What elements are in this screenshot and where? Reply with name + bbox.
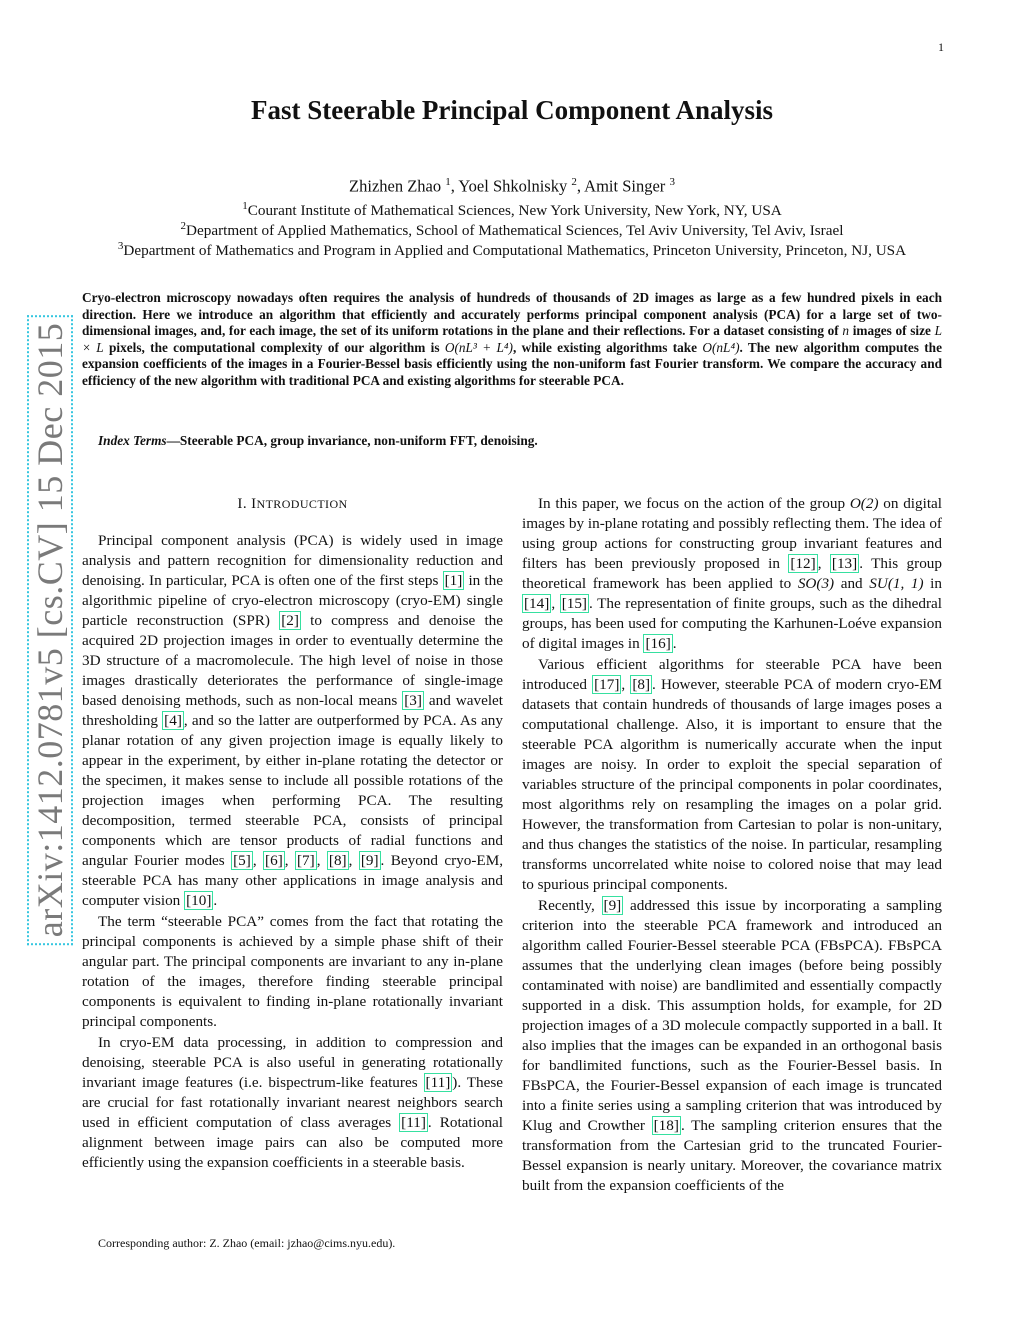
paper-title: Fast Steerable Principal Component Analysis xyxy=(250,95,773,125)
affiliation-line xyxy=(0,220,1024,240)
abstract-text: Cryo-electron microscopy nowadays often requires the analysis of hundreds of thousands of 2D images as large as a few hundred pixels in each direction. Here we introduce an algorithm that efficiently and accurately performs principal component analysis (PCA) for a large set of two-dimensional images, and, for each image, the set of its uniform rotations in the plane and their reflections. For a dataset consisting of xyxy=(82,290,942,339)
paragraph-text: . Rotational alignment between image pairs can also be computed more efficiently using the expansion coefficients in a steerable basis. xyxy=(82,1114,503,1171)
paragraph: The term “steerable PCA” comes from the fact that rotating the principal components is achieved by a simple phase shift of their angular part. The principal components are invariant to any in-plane rotation of the images, therefore finding steerable principal components is equivalent to finding in-plane rotationally invariant principal components. xyxy=(82,913,503,1030)
author-name: , Amit Singer xyxy=(576,176,670,196)
math-inline: O(nL³ + L⁴) xyxy=(444,339,513,355)
citation-link[interactable]: [8] xyxy=(328,852,347,869)
section-numeral: I. I xyxy=(237,496,257,512)
separator: , xyxy=(316,852,327,869)
paragraph-text: on digital images by in-plane rotating and possibly reflecting them. The idea of using group actions for constructing group invariant features and filters has been previously proposed in xyxy=(522,495,943,572)
author-name: , Yoel Shkolnisky xyxy=(450,176,572,196)
affiliation-number: 1 xyxy=(242,200,248,212)
paragraph-text: In cryo-EM data processing, in addition to compression and denoising, steerable PCA is also useful in generating rotationally invariant image features (i.e. bispectrum-like features xyxy=(82,1034,503,1091)
citation-link[interactable]: [4] xyxy=(164,712,182,729)
separator: , xyxy=(284,852,295,869)
index-terms-label: Index Terms xyxy=(98,433,167,448)
citation-link[interactable]: [8] xyxy=(632,676,651,693)
separator: , xyxy=(348,852,359,869)
paragraph-text: . xyxy=(672,635,677,652)
citation-link[interactable]: [11] xyxy=(425,1074,451,1091)
paragraph-text: , and so the latter are outperformed by PCA. As any planar rotation of any given projection image is equally likely to appear in the experiment, by either in-plane rotating the detector or the specimen, it makes sense to include all possible rotations of the projection images when performing PCA. The resulting decomposition, termed steerable PCA, consists of principal components which are tensor products of radial functions and angular Fourier modes xyxy=(82,712,503,869)
math-inline: SU(1, 1) xyxy=(869,575,924,592)
abstract-text: pixels, the computational complexity of our algorithm is xyxy=(103,339,445,355)
paragraph-text: . This group theoretical framework has been applied to xyxy=(522,555,942,592)
affiliation-number: 2 xyxy=(180,220,187,232)
paragraph-text: . Beyond cryo-EM, steerable PCA has many other applications in image analysis and computer vision xyxy=(82,852,504,909)
section-heading-introduction xyxy=(82,494,503,514)
abstract-text: , while existing algorithms take xyxy=(512,339,703,355)
paragraph-text: Various efficient algorithms for steerable PCA have been introduced xyxy=(522,656,942,693)
affiliation-text: Department of Mathematics and Program in Applied and Computational Mathematics, Princeton University, Princeton, NJ, USA xyxy=(123,242,907,260)
citation-link[interactable]: [6] xyxy=(265,852,283,869)
index-terms xyxy=(98,433,942,449)
author-affiliation-mark: 3 xyxy=(669,176,675,188)
paragraph-text: . The representation of finite groups, such as the dihedral groups, has been used for computing the Karhunen-Loéve expansion of digital images in xyxy=(522,595,942,652)
paragraph-text: . However, steerable PCA of modern cryo-EM datasets that contain hundreds of thousands of large images poses a computational challenge. Also, it is important to ensure that the steerable PCA algorithm is numerically accurate when the input images are noisy. In order to exploit the special separation of variables structure of the principal components in polar coordinates, most algorithms rely on resampling the images on a polar grid. However, the transformation from Cartesian to polar is non-unitary, and thus changes the statistics of the noise. In particular, resampling transforms uncorrelated white noise to colored noise that may lead to spurious principal components. xyxy=(522,676,943,893)
index-terms-text: —Steerable PCA, group invariance, non-uniform FFT, denoising. xyxy=(166,433,538,448)
citation-link[interactable]: [11] xyxy=(401,1114,426,1131)
paragraph-text: ). These are crucial for fast rotationally invariant nearest neighbors search used in efficient computation of class averages xyxy=(82,1074,504,1131)
citation-link[interactable]: [16] xyxy=(645,635,671,652)
paragraph-text: Recently, xyxy=(538,897,602,914)
paragraph-text: addressed this issue by incorporating a sampling criterion into the steerable PCA framework and introduced an algorithm called Fourier-Bessel steerable PCA (FBsPCA). FBsPCA assumes that the underlying clean images (before being possibly contaminated with noise) are bandlimited and essentially compactly supported in a disk. This assumption holds, for example, for 2D projection images of a 3D molecule compactly supported in a ball. It also implies that the images can be expanded in an orthogonal basis for bandlimited functions, such as the Fourier-Bessel basis. In FBsPCA, the Fourier-Bessel expansion of each image is truncated into a finite series using a sampling criterion that was introduced by Klug and Crowther xyxy=(522,897,942,1134)
arxiv-identifier-stamp[interactable]: arXiv:1412.0781v5 [cs.CV] 15 Dec 2015 xyxy=(27,315,73,945)
abstract-text: images of size xyxy=(849,323,935,339)
citation-link[interactable]: [15] xyxy=(561,595,587,612)
paragraph-text: in xyxy=(923,575,942,592)
author-list xyxy=(0,176,1024,197)
paragraph-text: to compress and denoise the acquired 2D projection images in order to eventually determine the 3D structure of a macromolecule. The high level of noise in those images drastically deteriorates the performance of single-image based denoising methods, such as non-local means xyxy=(82,612,504,709)
citation-link[interactable]: [18] xyxy=(653,1117,679,1134)
author-affiliation-mark: 2 xyxy=(571,176,577,188)
section-title-smallcaps: NTRODUCTION xyxy=(256,497,348,511)
math-inline: SO(3) xyxy=(797,575,835,592)
citation-link[interactable]: [7] xyxy=(296,852,315,869)
paragraph xyxy=(82,1033,503,1173)
paragraph-text: . xyxy=(213,892,218,909)
affiliation-line xyxy=(0,240,1024,260)
separator: , xyxy=(817,555,830,572)
affiliation-line xyxy=(0,200,1024,220)
paragraph-text: In this paper, we focus on the action of the group xyxy=(538,495,850,512)
math-inline: O(nL⁴) xyxy=(702,339,740,355)
citation-link[interactable]: [1] xyxy=(444,572,463,589)
paragraph-text: in the algorithmic pipeline of cryo-electron microscopy (cryo-EM) single particle reconstruction (SPR) xyxy=(82,572,503,629)
paragraph xyxy=(522,494,942,654)
citation-link[interactable]: [9] xyxy=(603,897,622,914)
footnote-corresponding-author: Corresponding author: Z. Zhao (email: jzhao@cims.nyu.edu). xyxy=(98,1236,396,1250)
citation-link[interactable]: [12] xyxy=(790,555,816,572)
paragraph xyxy=(522,896,942,1196)
citation-link[interactable]: [2] xyxy=(281,612,299,629)
math-inline: L × L xyxy=(82,323,942,355)
math-inline: O(2) xyxy=(849,495,879,512)
abstract xyxy=(82,290,942,390)
abstract-text: . The new algorithm computes the expansion coefficients of the images in a Fourier-Bessel basis efficiently using the non-uniform fast Fourier transform. We compare the accuracy and efficiency of the new algorithm with traditional PCA and existing algorithms for steerable PCA. xyxy=(82,339,942,388)
affiliation-number: 3 xyxy=(117,240,124,252)
paragraph-text: Principal component analysis (PCA) is widely used in image analysis and pattern recognition for dimensionality reduction and denoising. In particular, PCA is often one of the first steps xyxy=(82,532,503,589)
affiliation-text: Courant Institute of Mathematical Sciences, New York University, New York, NY, USA xyxy=(247,202,782,220)
right-column xyxy=(522,494,942,1196)
author-affiliation-mark: 1 xyxy=(445,176,451,188)
citation-link[interactable]: [14] xyxy=(524,595,550,612)
math-inline: n xyxy=(842,323,850,339)
paragraph-text: and xyxy=(834,575,870,592)
citation-link[interactable]: [9] xyxy=(360,852,379,869)
paragraph-text: and wavelet thresholding xyxy=(82,692,503,729)
citation-link[interactable]: [5] xyxy=(233,852,251,869)
paragraph-text: . The sampling criterion ensures that the transformation from the Cartesian grid to the truncated Fourier-Bessel expansion is nearly unitary. Moreover, the covariance matrix built from the expansion coefficients of the xyxy=(522,1117,942,1194)
affiliation-text: Department of Applied Mathematics, School of Mathematical Sciences, Tel Aviv University, Tel Aviv, Israel xyxy=(186,222,844,240)
citation-link[interactable]: [3] xyxy=(404,692,422,709)
citation-link[interactable]: [13] xyxy=(831,555,858,572)
separator: , xyxy=(551,595,560,612)
page-number: 1 xyxy=(938,40,944,54)
separator: , xyxy=(621,676,631,693)
citation-link[interactable]: [10] xyxy=(186,892,212,909)
author-name: Zhizhen Zhao xyxy=(349,176,446,196)
citation-link[interactable]: [17] xyxy=(594,676,620,693)
separator: , xyxy=(252,852,264,869)
paragraph xyxy=(522,655,942,895)
left-column xyxy=(82,494,503,1173)
paragraph xyxy=(82,531,503,911)
